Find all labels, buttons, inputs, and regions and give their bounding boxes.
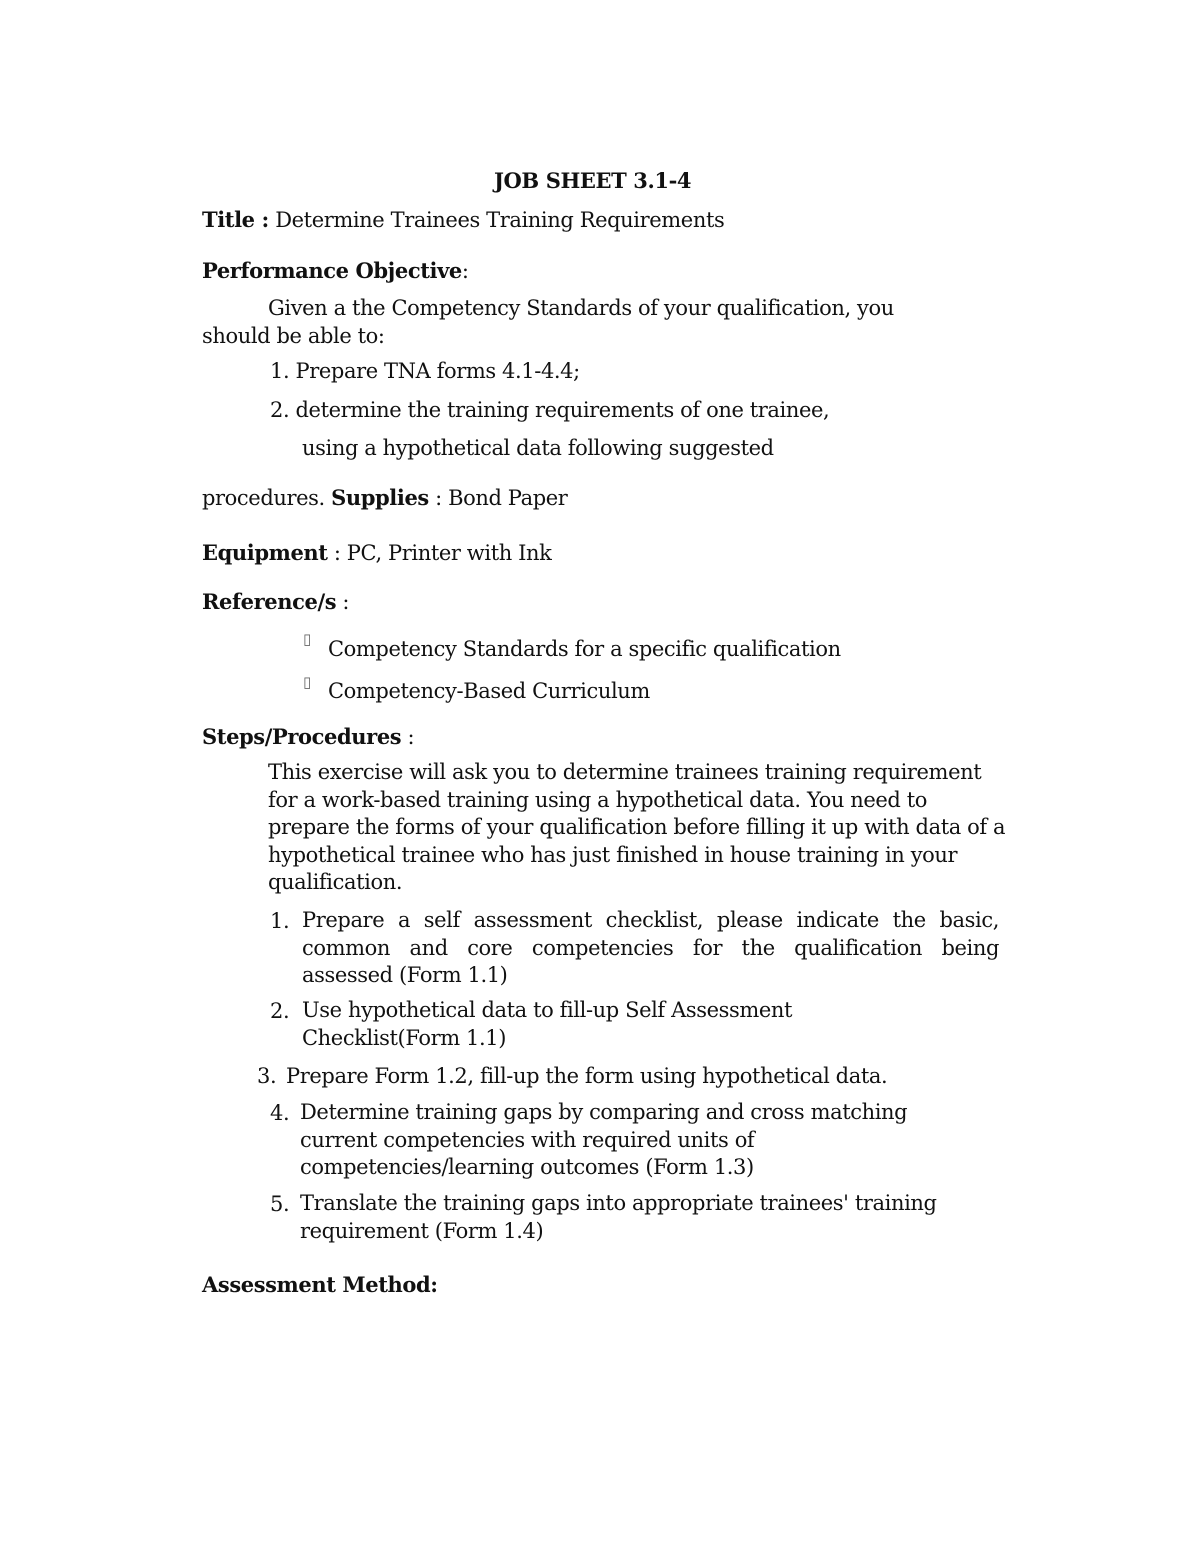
step-number: 5.	[270, 1192, 290, 1216]
objective-intro-line-1: Given a the Competency Standards of your qualification, you	[268, 296, 894, 320]
procedures-supplies-row	[202, 485, 567, 511]
performance-objective-label: Performance Objective	[202, 258, 462, 283]
step-text: Prepare a self assessment checklist, please indicate the basic, common and core competencies for the qualification being assessed (Form 1.1)	[302, 908, 999, 987]
steps-colon: :	[407, 725, 415, 749]
title-label: Title :	[202, 207, 269, 232]
step-text: Prepare Form 1.2, fill-up the form using hypothetical data.	[286, 1064, 888, 1088]
page-heading: JOB SHEET 3.1-4	[494, 168, 692, 193]
step-number: 1.	[270, 909, 290, 933]
objective-item-2: 2. determine the training requirements of one trainee,	[270, 398, 830, 422]
supplies-label: Supplies	[331, 485, 429, 510]
reference-item-1: Competency Standards for a specific qualification	[328, 637, 841, 661]
references-heading	[202, 589, 349, 615]
assessment-method-heading: Assessment Method:	[202, 1272, 438, 1297]
steps-label: Steps/Procedures	[202, 724, 402, 749]
references-colon: :	[342, 590, 350, 614]
equipment-row	[202, 540, 551, 566]
objective-trail: procedures.	[202, 486, 325, 510]
reference-bullet-icon: ▯	[303, 673, 312, 691]
step-number: 4.	[270, 1101, 290, 1125]
performance-objective-colon: :	[461, 259, 469, 283]
reference-item-2: Competency-Based Curriculum	[328, 679, 650, 703]
supplies-value: : Bond Paper	[435, 486, 568, 510]
references-label: Reference/s	[202, 589, 337, 614]
equipment-label: Equipment	[202, 540, 328, 565]
performance-objective-heading	[202, 258, 469, 284]
steps-intro: This exercise will ask you to determine trainees training requirement for a work-based training using a hypothetical data. You need to prepare the forms of your qualification before filling it up with data of a hypothetical trainee who has just finished in house training in your qualification.	[268, 760, 1006, 894]
step-text: Determine training gaps by comparing and cross matching current competencies with required units of competencies/learning outcomes (Form 1.3)	[300, 1100, 908, 1179]
objective-intro-line-2: should be able to:	[202, 324, 385, 348]
objective-item-2-continued: using a hypothetical data following suggested	[302, 436, 774, 460]
title-row	[202, 207, 724, 233]
step-number: 2.	[270, 999, 290, 1023]
step-text: Use hypothetical data to fill-up Self Assessment Checklist(Form 1.1)	[302, 998, 793, 1050]
title-value: Determine Trainees Training Requirements	[275, 208, 725, 232]
step-number: 3.	[257, 1064, 277, 1088]
objective-item-1: 1. Prepare TNA forms 4.1-4.4;	[270, 359, 580, 383]
equipment-value: : PC, Printer with Ink	[333, 541, 552, 565]
reference-bullet-icon: ▯	[303, 630, 312, 648]
step-text: Translate the training gaps into appropriate trainees' training requirement (Form 1.4)	[300, 1191, 937, 1243]
steps-heading	[202, 724, 414, 750]
